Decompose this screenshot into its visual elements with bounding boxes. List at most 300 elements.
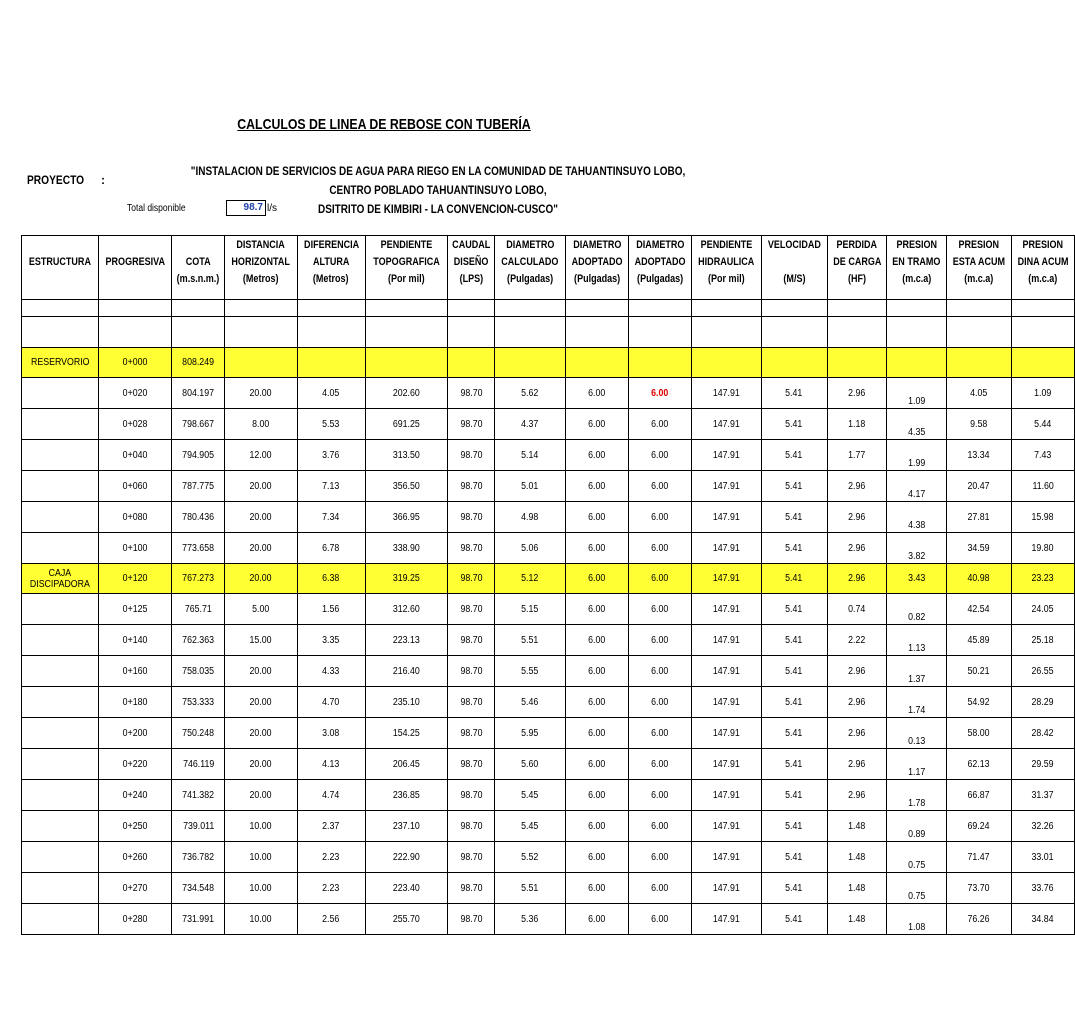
cell-progresiva[interactable] — [98, 409, 172, 440]
cell-diam-adopt-2[interactable] — [629, 409, 692, 440]
cell-caudal[interactable] — [447, 409, 494, 440]
cell-caudal[interactable] — [447, 873, 494, 904]
cell-distancia[interactable] — [225, 378, 297, 409]
cell-distancia[interactable] — [225, 533, 297, 564]
cell-diferencia[interactable] — [297, 564, 365, 594]
cell-diam-calc[interactable] — [495, 749, 566, 780]
cell-diam-calc[interactable] — [495, 811, 566, 842]
cell-diam-adopt-1[interactable] — [566, 471, 629, 502]
cell-presion-esta[interactable] — [946, 502, 1011, 533]
cell-caudal[interactable] — [447, 687, 494, 718]
cell-velocidad[interactable] — [761, 904, 827, 935]
cell-presion-esta[interactable] — [946, 656, 1011, 687]
cell-pendiente-topo[interactable] — [365, 780, 447, 811]
cell-velocidad[interactable] — [761, 687, 827, 718]
cell-distancia[interactable] — [225, 842, 297, 873]
cell-perdida[interactable] — [827, 502, 887, 533]
cell-presion-tramo[interactable] — [887, 594, 947, 625]
cell-presion-dina[interactable] — [1011, 718, 1074, 749]
cell-presion-esta[interactable] — [946, 533, 1011, 564]
cell-distancia[interactable] — [225, 594, 297, 625]
cell-diam-calc[interactable] — [495, 471, 566, 502]
cell-perdida[interactable] — [827, 533, 887, 564]
cell-cota[interactable] — [172, 378, 225, 409]
cell-pendiente-topo[interactable] — [365, 533, 447, 564]
cell-diam-calc[interactable] — [495, 873, 566, 904]
cell-caudal[interactable] — [447, 594, 494, 625]
cell-diferencia[interactable] — [297, 873, 365, 904]
cell-progresiva[interactable] — [98, 718, 172, 749]
cell-caudal[interactable] — [447, 440, 494, 471]
cell-progresiva[interactable] — [98, 533, 172, 564]
cell-presion-tramo[interactable] — [887, 811, 947, 842]
cell-pendiente-topo[interactable] — [365, 594, 447, 625]
cell-pend-hidr[interactable] — [692, 873, 761, 904]
cell-presion-tramo[interactable] — [887, 780, 947, 811]
cell-estructura[interactable] — [22, 811, 99, 842]
cell-pendiente-topo[interactable] — [365, 749, 447, 780]
cell-diam-adopt-2[interactable] — [629, 687, 692, 718]
cell-distancia[interactable] — [225, 687, 297, 718]
cell-pend-hidr[interactable] — [692, 440, 761, 471]
cell-diam-calc[interactable] — [495, 842, 566, 873]
cell-diam-adopt-1[interactable] — [566, 440, 629, 471]
cell-velocidad[interactable] — [761, 502, 827, 533]
cell-estructura[interactable] — [22, 873, 99, 904]
cell-pend-hidr[interactable] — [692, 471, 761, 502]
cell-perdida[interactable] — [827, 594, 887, 625]
cell-estructura[interactable] — [22, 471, 99, 502]
cell-presion-tramo[interactable] — [887, 842, 947, 873]
cell-pend-hidr[interactable] — [692, 656, 761, 687]
cell-distancia[interactable] — [225, 348, 297, 378]
cell-distancia[interactable] — [225, 564, 297, 594]
cell-diam-calc[interactable] — [495, 594, 566, 625]
cell-progresiva[interactable] — [98, 594, 172, 625]
cell-caudal[interactable] — [447, 811, 494, 842]
cell-diam-adopt-1[interactable] — [566, 687, 629, 718]
cell-progresiva[interactable] — [98, 348, 172, 378]
cell-perdida[interactable] — [827, 348, 887, 378]
cell-presion-dina[interactable] — [1011, 656, 1074, 687]
cell-cota[interactable] — [172, 780, 225, 811]
cell-velocidad[interactable] — [761, 594, 827, 625]
cell-estructura[interactable] — [22, 718, 99, 749]
cell-presion-dina[interactable] — [1011, 687, 1074, 718]
cell-pendiente-topo[interactable] — [365, 348, 447, 378]
cell-cota[interactable] — [172, 471, 225, 502]
cell-diam-calc[interactable] — [495, 564, 566, 594]
cell-distancia[interactable] — [225, 440, 297, 471]
cell-caudal[interactable] — [447, 533, 494, 564]
cell-presion-esta[interactable] — [946, 409, 1011, 440]
cell-caudal[interactable] — [447, 564, 494, 594]
cell-presion-tramo[interactable] — [887, 440, 947, 471]
cell-perdida[interactable] — [827, 625, 887, 656]
cell-pendiente-topo[interactable] — [365, 471, 447, 502]
cell-pend-hidr[interactable] — [692, 564, 761, 594]
cell-velocidad[interactable] — [761, 348, 827, 378]
cell-diam-adopt-2[interactable] — [629, 378, 692, 409]
cell-pendiente-topo[interactable] — [365, 687, 447, 718]
cell-perdida[interactable] — [827, 656, 887, 687]
cell-cota[interactable] — [172, 625, 225, 656]
cell-progresiva[interactable] — [98, 502, 172, 533]
cell-presion-esta[interactable] — [946, 811, 1011, 842]
cell-diam-calc[interactable] — [495, 718, 566, 749]
cell-cota[interactable] — [172, 440, 225, 471]
cell-pendiente-topo[interactable] — [365, 904, 447, 935]
cell-diferencia[interactable] — [297, 594, 365, 625]
cell-estructura[interactable] — [22, 348, 99, 378]
cell-caudal[interactable] — [447, 904, 494, 935]
cell-pend-hidr[interactable] — [692, 348, 761, 378]
cell-pend-hidr[interactable] — [692, 718, 761, 749]
cell-diam-adopt-2[interactable] — [629, 811, 692, 842]
cell-presion-esta[interactable] — [946, 687, 1011, 718]
cell-estructura[interactable] — [22, 904, 99, 935]
total-disponible-value[interactable]: 98.7 — [226, 200, 266, 216]
cell-presion-tramo[interactable] — [887, 718, 947, 749]
cell-pend-hidr[interactable] — [692, 625, 761, 656]
cell-perdida[interactable] — [827, 904, 887, 935]
cell-progresiva[interactable] — [98, 564, 172, 594]
cell-estructura[interactable] — [22, 749, 99, 780]
cell-pendiente-topo[interactable] — [365, 718, 447, 749]
cell-diam-calc[interactable] — [495, 502, 566, 533]
cell-diam-adopt-2[interactable] — [629, 348, 692, 378]
cell-caudal[interactable] — [447, 718, 494, 749]
cell-pend-hidr[interactable] — [692, 594, 761, 625]
cell-caudal[interactable] — [447, 348, 494, 378]
cell-diam-adopt-1[interactable] — [566, 625, 629, 656]
cell-estructura[interactable] — [22, 687, 99, 718]
cell-perdida[interactable] — [827, 687, 887, 718]
cell-pend-hidr[interactable] — [692, 811, 761, 842]
cell-perdida[interactable] — [827, 409, 887, 440]
cell-pendiente-topo[interactable] — [365, 502, 447, 533]
cell-diam-calc[interactable] — [495, 780, 566, 811]
cell-distancia[interactable] — [225, 502, 297, 533]
cell-velocidad[interactable] — [761, 780, 827, 811]
cell-diam-adopt-1[interactable] — [566, 564, 629, 594]
cell-caudal[interactable] — [447, 780, 494, 811]
cell-pend-hidr[interactable] — [692, 378, 761, 409]
cell-diam-calc[interactable] — [495, 440, 566, 471]
cell-diam-adopt-1[interactable] — [566, 811, 629, 842]
cell-pendiente-topo[interactable] — [365, 811, 447, 842]
cell-pend-hidr[interactable] — [692, 749, 761, 780]
cell-estructura[interactable] — [22, 533, 99, 564]
cell-progresiva[interactable] — [98, 904, 172, 935]
cell-diam-calc[interactable] — [495, 687, 566, 718]
cell-diam-adopt-1[interactable] — [566, 749, 629, 780]
cell-diam-adopt-2[interactable] — [629, 842, 692, 873]
cell-cota[interactable] — [172, 904, 225, 935]
cell-presion-esta[interactable] — [946, 749, 1011, 780]
cell-diferencia[interactable] — [297, 625, 365, 656]
cell-pendiente-topo[interactable] — [365, 625, 447, 656]
cell-diam-adopt-1[interactable] — [566, 842, 629, 873]
cell-diferencia[interactable] — [297, 749, 365, 780]
cell-estructura[interactable] — [22, 625, 99, 656]
cell-diferencia[interactable] — [297, 348, 365, 378]
cell-presion-tramo[interactable] — [887, 378, 947, 409]
cell-velocidad[interactable] — [761, 564, 827, 594]
cell-distancia[interactable] — [225, 625, 297, 656]
cell-presion-esta[interactable] — [946, 440, 1011, 471]
cell-diam-calc[interactable] — [495, 656, 566, 687]
cell-presion-esta[interactable] — [946, 594, 1011, 625]
cell-diam-adopt-2[interactable] — [629, 904, 692, 935]
cell-pend-hidr[interactable] — [692, 502, 761, 533]
cell-diam-adopt-1[interactable] — [566, 409, 629, 440]
cell-progresiva[interactable] — [98, 749, 172, 780]
cell-diam-adopt-1[interactable] — [566, 780, 629, 811]
cell-progresiva[interactable] — [98, 625, 172, 656]
cell-velocidad[interactable] — [761, 811, 827, 842]
cell-presion-esta[interactable] — [946, 842, 1011, 873]
cell-diam-adopt-1[interactable] — [566, 502, 629, 533]
cell-diam-calc[interactable] — [495, 533, 566, 564]
cell-perdida[interactable] — [827, 564, 887, 594]
cell-presion-esta[interactable] — [946, 780, 1011, 811]
cell-pendiente-topo[interactable] — [365, 656, 447, 687]
cell-diam-calc[interactable] — [495, 625, 566, 656]
cell-presion-tramo[interactable] — [887, 687, 947, 718]
cell-progresiva[interactable] — [98, 656, 172, 687]
cell-diam-calc[interactable] — [495, 378, 566, 409]
cell-diferencia[interactable] — [297, 842, 365, 873]
cell-presion-tramo[interactable] — [887, 533, 947, 564]
cell-presion-tramo[interactable] — [887, 904, 947, 935]
cell-cota[interactable] — [172, 811, 225, 842]
cell-velocidad[interactable] — [761, 409, 827, 440]
cell-diam-adopt-2[interactable] — [629, 749, 692, 780]
cell-perdida[interactable] — [827, 842, 887, 873]
cell-presion-dina[interactable] — [1011, 749, 1074, 780]
cell-diferencia[interactable] — [297, 656, 365, 687]
cell-diam-adopt-2[interactable] — [629, 594, 692, 625]
cell-diam-adopt-1[interactable] — [566, 904, 629, 935]
cell-cota[interactable] — [172, 502, 225, 533]
cell-diam-adopt-2[interactable] — [629, 656, 692, 687]
cell-distancia[interactable] — [225, 811, 297, 842]
cell-diferencia[interactable] — [297, 471, 365, 502]
cell-caudal[interactable] — [447, 502, 494, 533]
cell-progresiva[interactable] — [98, 780, 172, 811]
cell-distancia[interactable] — [225, 904, 297, 935]
cell-presion-esta[interactable] — [946, 625, 1011, 656]
cell-progresiva[interactable] — [98, 440, 172, 471]
cell-caudal[interactable] — [447, 378, 494, 409]
cell-diam-adopt-1[interactable] — [566, 656, 629, 687]
cell-pendiente-topo[interactable] — [365, 409, 447, 440]
cell-diferencia[interactable] — [297, 502, 365, 533]
cell-perdida[interactable] — [827, 718, 887, 749]
cell-diam-adopt-2[interactable] — [629, 440, 692, 471]
cell-caudal[interactable] — [447, 625, 494, 656]
cell-cota[interactable] — [172, 594, 225, 625]
cell-pend-hidr[interactable] — [692, 687, 761, 718]
cell-presion-dina[interactable] — [1011, 409, 1074, 440]
cell-estructura[interactable] — [22, 594, 99, 625]
cell-caudal[interactable] — [447, 842, 494, 873]
cell-distancia[interactable] — [225, 471, 297, 502]
cell-presion-tramo[interactable] — [887, 625, 947, 656]
cell-estructura[interactable] — [22, 780, 99, 811]
cell-velocidad[interactable] — [761, 625, 827, 656]
cell-presion-esta[interactable] — [946, 471, 1011, 502]
cell-distancia[interactable] — [225, 749, 297, 780]
cell-presion-tramo[interactable] — [887, 564, 947, 594]
cell-cota[interactable] — [172, 749, 225, 780]
cell-diam-adopt-2[interactable] — [629, 718, 692, 749]
cell-velocidad[interactable] — [761, 656, 827, 687]
cell-presion-esta[interactable] — [946, 718, 1011, 749]
cell-presion-dina[interactable] — [1011, 780, 1074, 811]
cell-pendiente-topo[interactable] — [365, 564, 447, 594]
cell-progresiva[interactable] — [98, 811, 172, 842]
cell-presion-dina[interactable] — [1011, 348, 1074, 378]
cell-perdida[interactable] — [827, 749, 887, 780]
cell-presion-dina[interactable] — [1011, 471, 1074, 502]
cell-estructura[interactable] — [22, 378, 99, 409]
cell-presion-dina[interactable] — [1011, 594, 1074, 625]
cell-diam-adopt-1[interactable] — [566, 378, 629, 409]
cell-estructura[interactable] — [22, 440, 99, 471]
cell-presion-esta[interactable] — [946, 873, 1011, 904]
cell-pendiente-topo[interactable] — [365, 873, 447, 904]
cell-cota[interactable] — [172, 842, 225, 873]
cell-perdida[interactable] — [827, 471, 887, 502]
cell-pendiente-topo[interactable] — [365, 378, 447, 409]
cell-cota[interactable] — [172, 348, 225, 378]
cell-cota[interactable] — [172, 564, 225, 594]
cell-diam-adopt-1[interactable] — [566, 718, 629, 749]
cell-presion-tramo[interactable] — [887, 656, 947, 687]
cell-diferencia[interactable] — [297, 780, 365, 811]
cell-diferencia[interactable] — [297, 811, 365, 842]
cell-presion-esta[interactable] — [946, 564, 1011, 594]
cell-diam-adopt-2[interactable] — [629, 502, 692, 533]
cell-velocidad[interactable] — [761, 842, 827, 873]
cell-cota[interactable] — [172, 873, 225, 904]
cell-velocidad[interactable] — [761, 718, 827, 749]
cell-distancia[interactable] — [225, 718, 297, 749]
cell-estructura[interactable] — [22, 656, 99, 687]
cell-presion-dina[interactable] — [1011, 502, 1074, 533]
cell-diam-adopt-2[interactable] — [629, 873, 692, 904]
cell-diam-calc[interactable] — [495, 409, 566, 440]
cell-diam-adopt-2[interactable] — [629, 471, 692, 502]
cell-pend-hidr[interactable] — [692, 533, 761, 564]
cell-velocidad[interactable] — [761, 440, 827, 471]
cell-presion-dina[interactable] — [1011, 811, 1074, 842]
cell-diam-adopt-1[interactable] — [566, 348, 629, 378]
cell-pend-hidr[interactable] — [692, 842, 761, 873]
cell-caudal[interactable] — [447, 749, 494, 780]
cell-diferencia[interactable] — [297, 533, 365, 564]
cell-diam-adopt-1[interactable] — [566, 533, 629, 564]
cell-caudal[interactable] — [447, 471, 494, 502]
cell-presion-dina[interactable] — [1011, 873, 1074, 904]
cell-presion-tramo[interactable] — [887, 873, 947, 904]
cell-estructura[interactable] — [22, 842, 99, 873]
cell-progresiva[interactable] — [98, 687, 172, 718]
cell-presion-esta[interactable] — [946, 904, 1011, 935]
cell-presion-tramo[interactable] — [887, 348, 947, 378]
cell-cota[interactable] — [172, 533, 225, 564]
cell-perdida[interactable] — [827, 440, 887, 471]
cell-perdida[interactable] — [827, 378, 887, 409]
cell-diferencia[interactable] — [297, 409, 365, 440]
cell-diam-adopt-2[interactable] — [629, 533, 692, 564]
cell-pendiente-topo[interactable] — [365, 440, 447, 471]
cell-progresiva[interactable] — [98, 842, 172, 873]
cell-cota[interactable] — [172, 409, 225, 440]
cell-diferencia[interactable] — [297, 440, 365, 471]
cell-diam-calc[interactable] — [495, 904, 566, 935]
cell-caudal[interactable] — [447, 656, 494, 687]
cell-diam-adopt-2[interactable] — [629, 564, 692, 594]
cell-presion-tramo[interactable] — [887, 502, 947, 533]
cell-velocidad[interactable] — [761, 749, 827, 780]
cell-presion-esta[interactable] — [946, 348, 1011, 378]
cell-presion-dina[interactable] — [1011, 440, 1074, 471]
cell-diam-adopt-1[interactable] — [566, 873, 629, 904]
cell-distancia[interactable] — [225, 656, 297, 687]
cell-distancia[interactable] — [225, 780, 297, 811]
cell-pend-hidr[interactable] — [692, 780, 761, 811]
cell-perdida[interactable] — [827, 873, 887, 904]
cell-diam-adopt-2[interactable] — [629, 625, 692, 656]
cell-cota[interactable] — [172, 656, 225, 687]
cell-presion-esta[interactable] — [946, 378, 1011, 409]
cell-distancia[interactable] — [225, 873, 297, 904]
cell-estructura[interactable] — [22, 564, 99, 594]
cell-diferencia[interactable] — [297, 718, 365, 749]
cell-presion-dina[interactable] — [1011, 533, 1074, 564]
cell-diferencia[interactable] — [297, 378, 365, 409]
cell-estructura[interactable] — [22, 409, 99, 440]
cell-presion-dina[interactable] — [1011, 842, 1074, 873]
cell-pend-hidr[interactable] — [692, 904, 761, 935]
cell-velocidad[interactable] — [761, 873, 827, 904]
cell-presion-tramo[interactable] — [887, 471, 947, 502]
cell-presion-tramo[interactable] — [887, 409, 947, 440]
cell-cota[interactable] — [172, 718, 225, 749]
cell-presion-dina[interactable] — [1011, 625, 1074, 656]
cell-progresiva[interactable] — [98, 378, 172, 409]
cell-velocidad[interactable] — [761, 533, 827, 564]
cell-estructura[interactable] — [22, 502, 99, 533]
cell-presion-dina[interactable] — [1011, 904, 1074, 935]
cell-presion-dina[interactable] — [1011, 564, 1074, 594]
cell-diferencia[interactable] — [297, 904, 365, 935]
cell-distancia[interactable] — [225, 409, 297, 440]
cell-perdida[interactable] — [827, 780, 887, 811]
cell-velocidad[interactable] — [761, 378, 827, 409]
cell-perdida[interactable] — [827, 811, 887, 842]
cell-diam-calc[interactable] — [495, 348, 566, 378]
cell-progresiva[interactable] — [98, 873, 172, 904]
cell-progresiva[interactable] — [98, 471, 172, 502]
cell-presion-dina[interactable] — [1011, 378, 1074, 409]
cell-diferencia[interactable] — [297, 687, 365, 718]
cell-velocidad[interactable] — [761, 471, 827, 502]
cell-diam-adopt-1[interactable] — [566, 594, 629, 625]
